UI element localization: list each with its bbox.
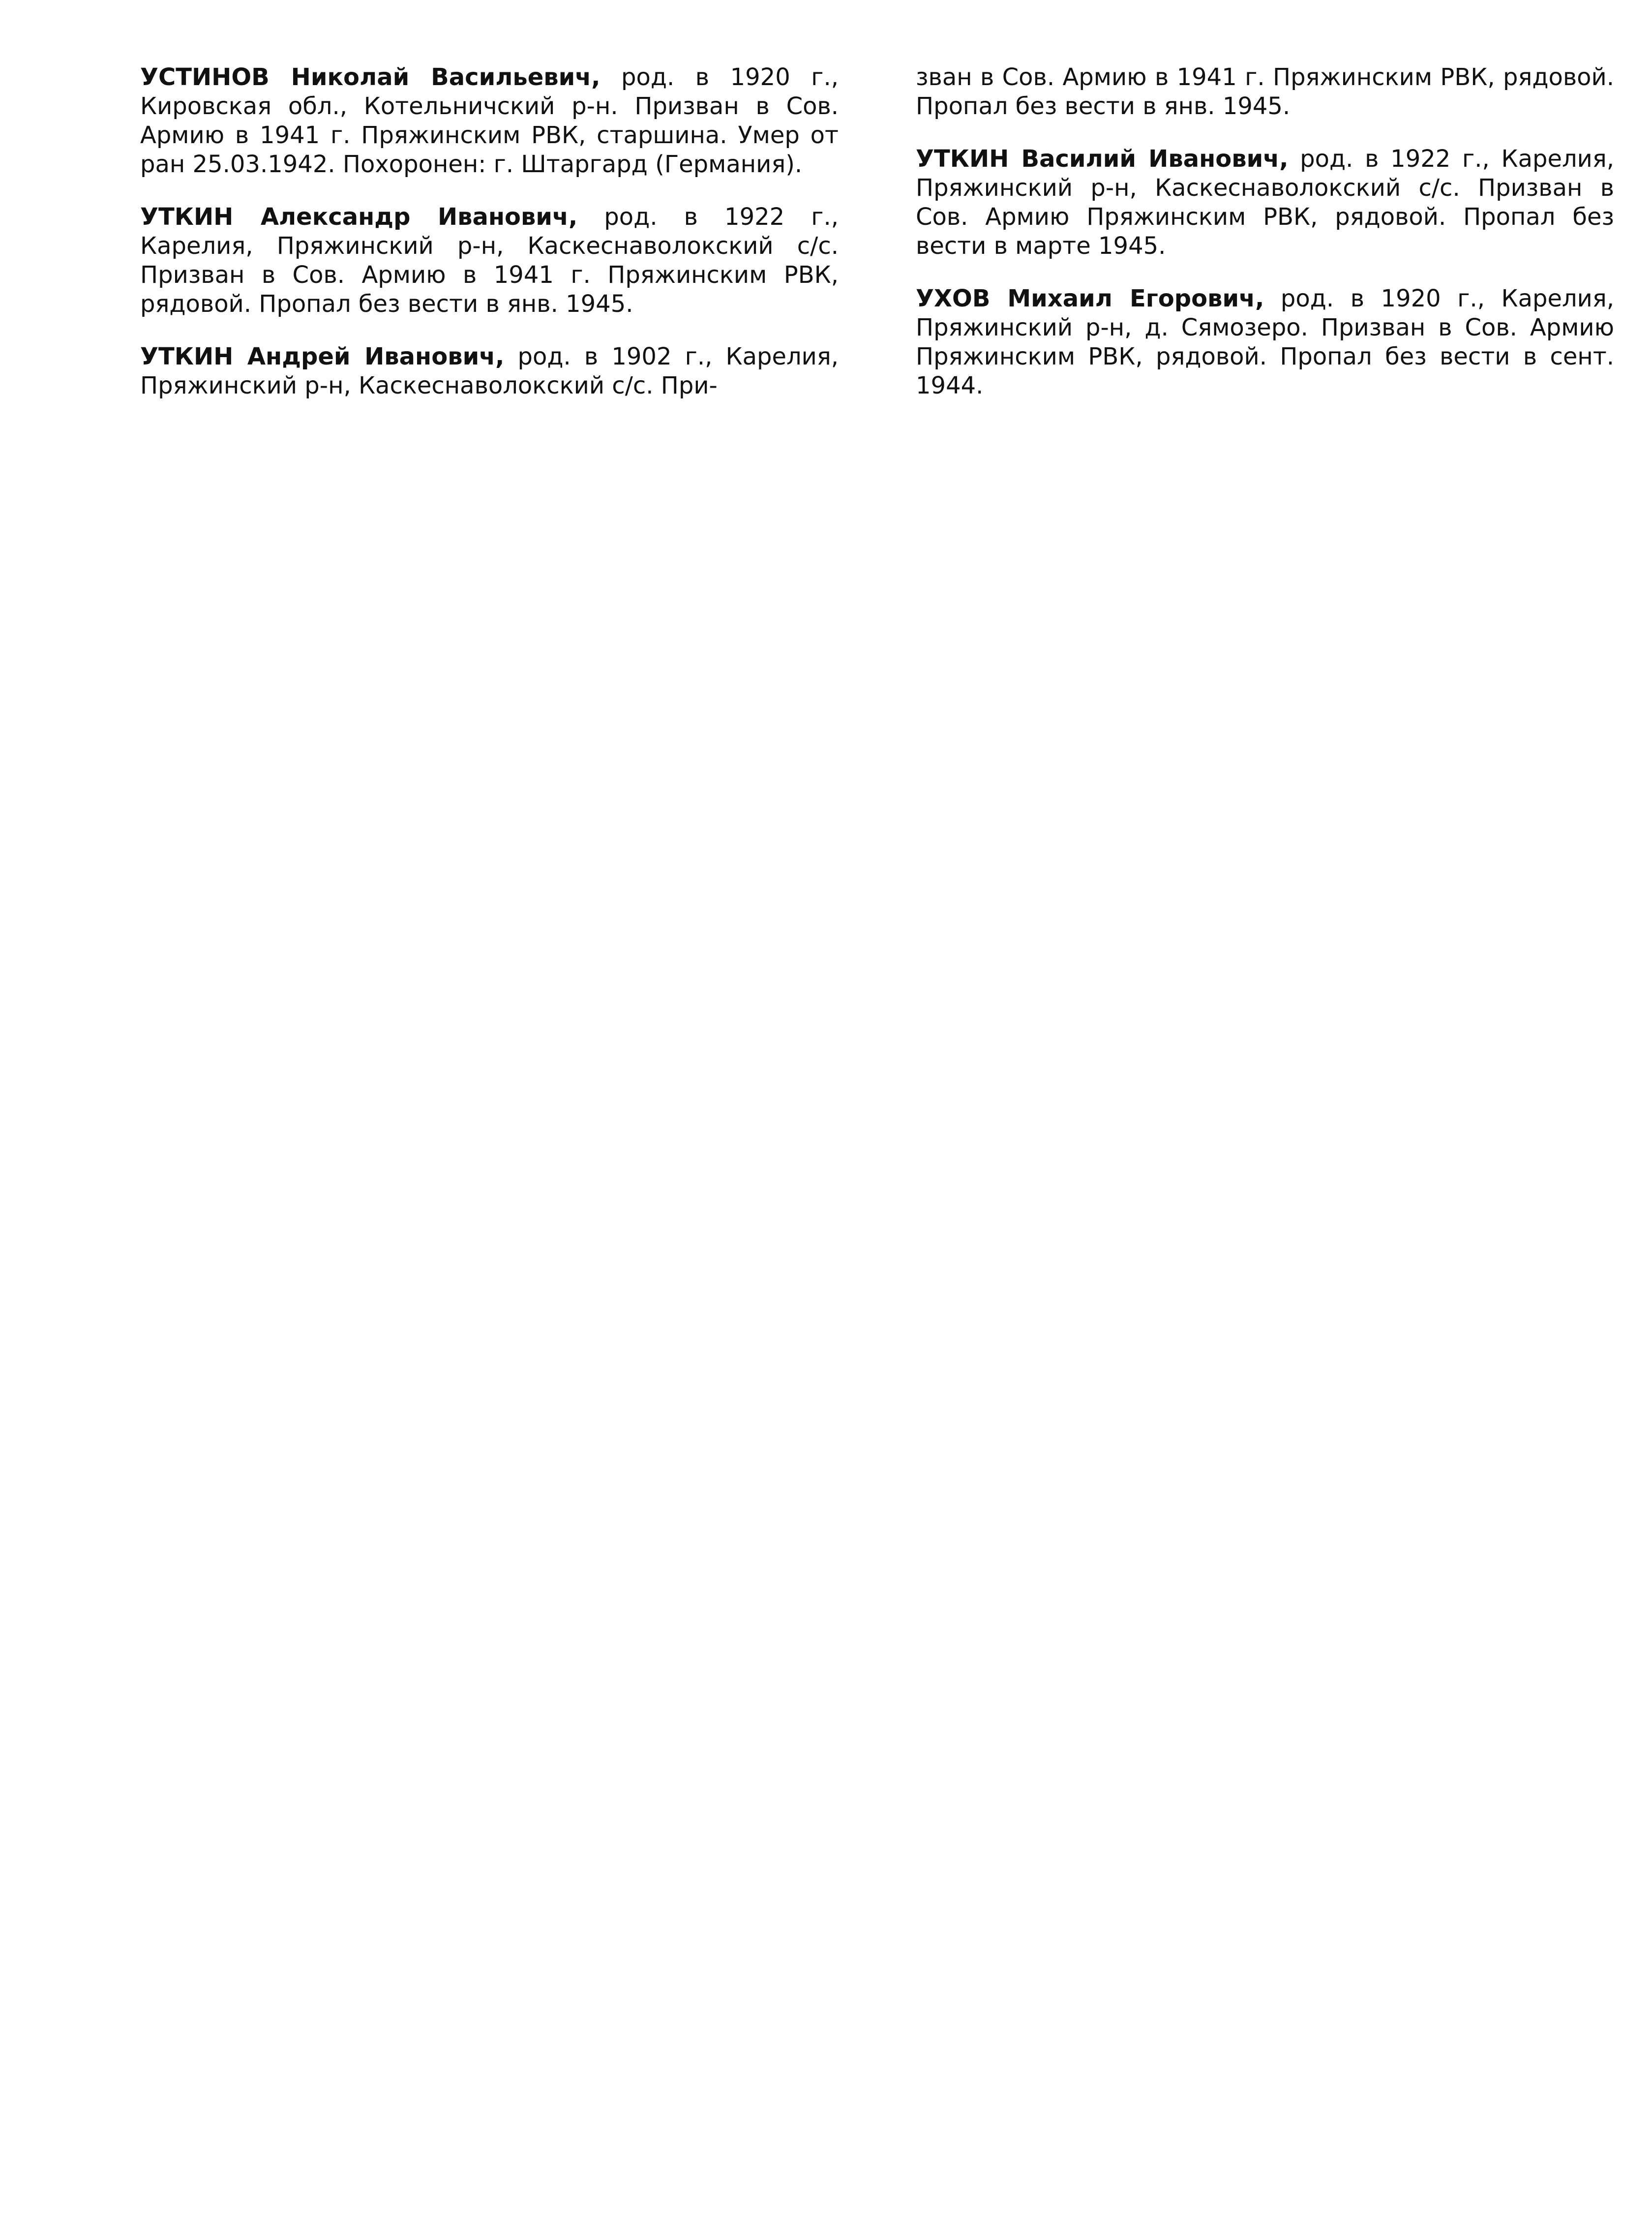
entry-utkin-vasiliy: [916, 145, 1614, 261]
entry-name: УХОВ Михаил Егорович,: [916, 285, 1264, 312]
entry-text: род. в 1902 г., Карелия, Пряжинский р-н, Каскеснаволокский с/с. При-: [140, 343, 839, 399]
entry-text: род. в 1920 г., Карелия, Пряжинский р-н, д. Сямозеро. Призван в Сов. Армию Пряжинским РВК, рядовой. Пропал без вести в сент. 1944.: [916, 285, 1615, 399]
right-column: [916, 63, 1614, 424]
entry-ustinov: [140, 63, 839, 179]
entry-name: УСТИНОВ Николай Васильевич,: [140, 63, 601, 91]
left-column: [140, 63, 839, 424]
entry-name: УТКИН Андрей Иванович,: [140, 343, 505, 370]
entry-utkin-andrey-continued: [916, 63, 1614, 121]
entry-text: род. в 1920 г., Кировская обл., Котельничский р-н. Призван в Сов. Армию в 1941 г. Пряжинским РВК, старшина. Умер от ран 25.03.1942. Похоронен: г. Штаргард (Германия).: [140, 63, 839, 178]
entry-utkin-aleksandr: [140, 203, 839, 319]
entry-text: род. в 1922 г., Карелия, Пряжинский р-н, Каскеснаволокский с/с. Призван в Сов. Армию Пряжинским РВК, рядовой. Пропал без вести в марте 1945.: [916, 145, 1614, 260]
entry-name: УТКИН Александр Иванович,: [140, 203, 578, 231]
entry-text: зван в Сов. Армию в 1941 г. Пряжинским РВК, рядовой. Пропал без вести в янв. 1945.: [916, 63, 1614, 120]
entry-utkin-andrey: [140, 342, 839, 400]
entry-name: УТКИН Василий Иванович,: [916, 145, 1289, 173]
entry-ukhov: [916, 284, 1614, 400]
entry-text: род. в 1922 г., Карелия, Пряжинский р-н, Каскеснаволокский с/с. Призван в Сов. Армию в 1941 г. Пряжинским РВК, рядовой. Пропал без вести в янв. 1945.: [140, 203, 839, 318]
